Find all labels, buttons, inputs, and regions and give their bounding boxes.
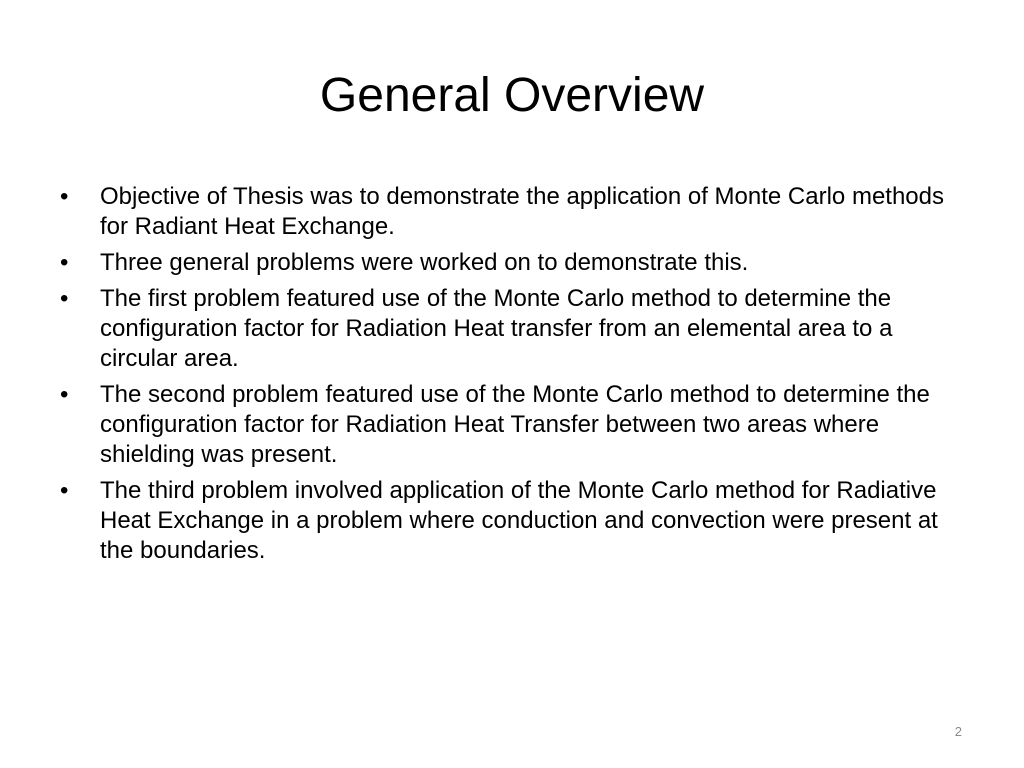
bullet-item — [60, 248, 960, 278]
bullet-icon: • — [60, 381, 69, 408]
bullet-text: The third problem involved application of the Monte Carlo method for Radiative Heat Exchange in a problem where conduction and convection were present at the boundaries. — [100, 477, 938, 564]
slide-title: General Overview — [319, 69, 705, 122]
slide-number: 2 — [954, 724, 962, 739]
bullet-list — [60, 182, 960, 572]
bullet-text: Objective of Thesis was to demonstrate the application of Monte Carlo methods for Radiant Heat Exchange. — [100, 183, 944, 240]
bullet-text: The first problem featured use of the Monte Carlo method to determine the configuration factor for Radiation Heat transfer from an elemental area to a circular area. — [100, 285, 893, 372]
bullet-icon: • — [60, 249, 69, 276]
bullet-text: Three general problems were worked on to demonstrate this. — [100, 249, 749, 276]
bullet-item — [60, 182, 960, 242]
bullet-icon: • — [60, 183, 69, 210]
bullet-item — [60, 476, 960, 566]
bullet-text: The second problem featured use of the Monte Carlo method to determine the configuration factor for Radiation Heat Transfer between two areas where shielding was present. — [100, 381, 930, 468]
bullet-icon: • — [60, 285, 69, 312]
bullet-item — [60, 380, 960, 470]
bullet-icon: • — [60, 477, 69, 504]
bullet-item — [60, 284, 960, 374]
